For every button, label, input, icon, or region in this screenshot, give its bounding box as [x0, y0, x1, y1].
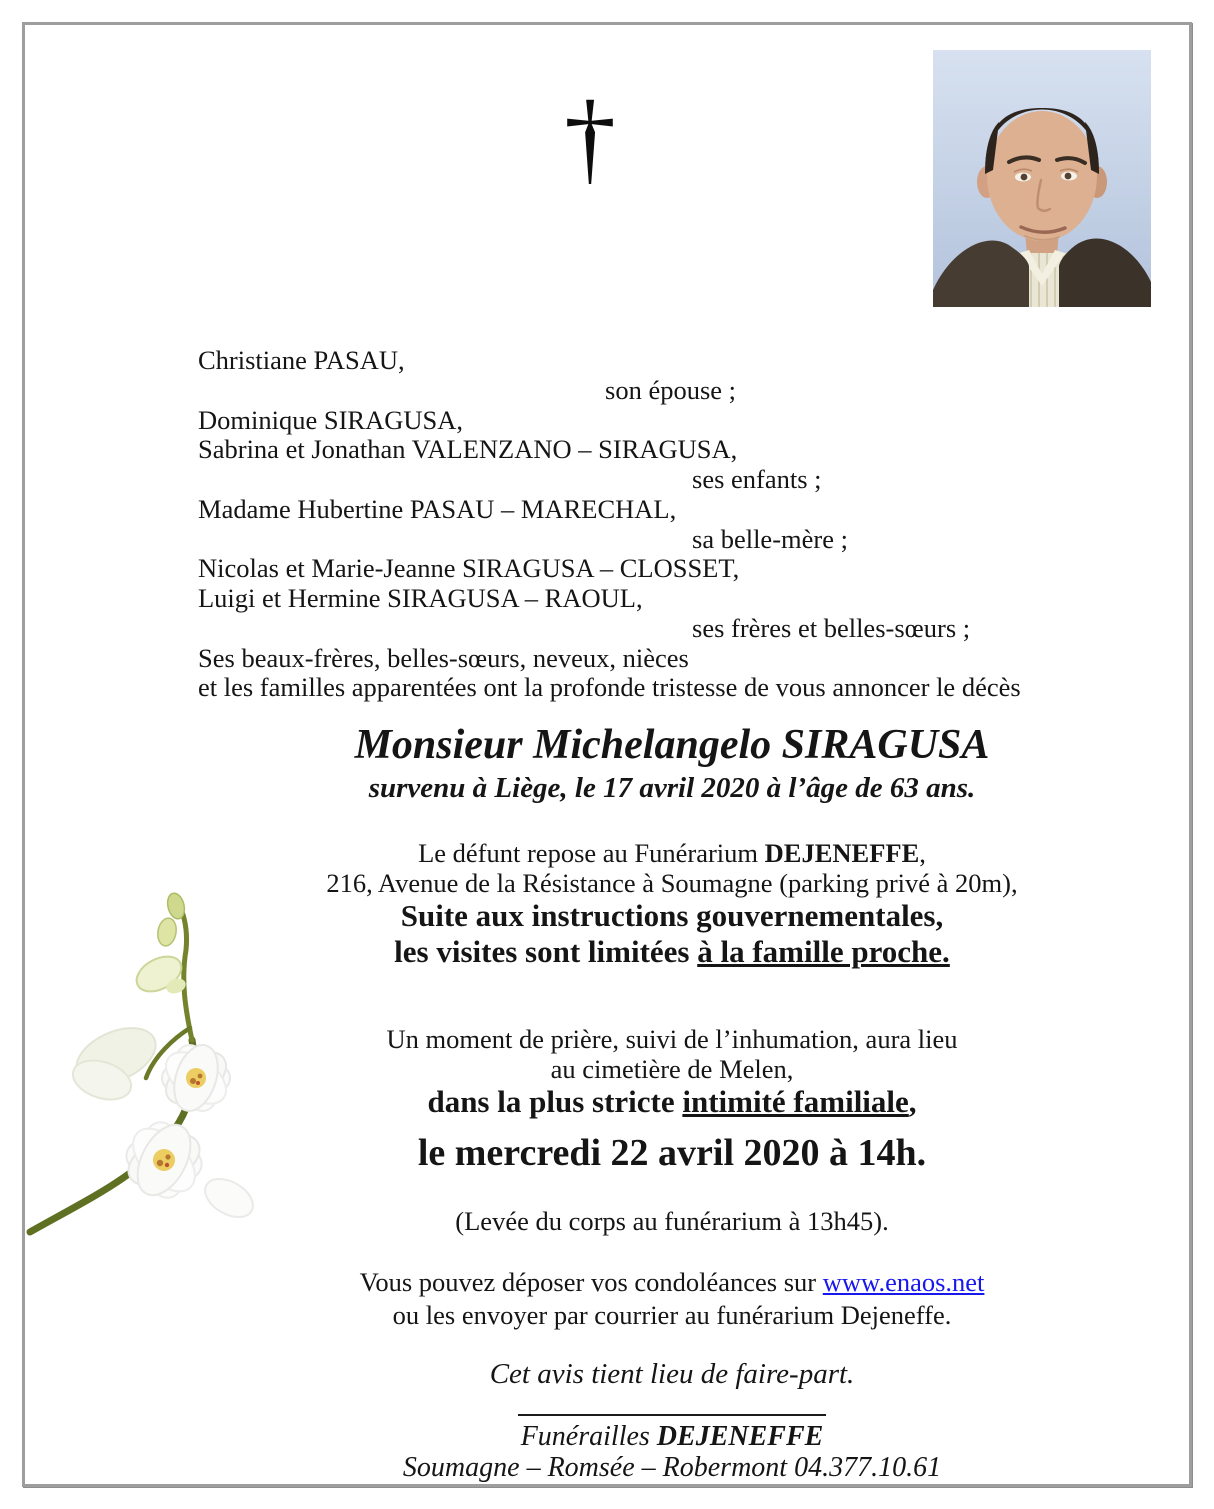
- mail-condolences-line: ou les envoyer par courrier au funérarium Dejeneffe.: [392, 1300, 952, 1330]
- relation-label: sa belle-mère ;: [692, 523, 848, 554]
- condolences-block: [152, 1266, 1192, 1332]
- footer-separator-line: [518, 1414, 826, 1416]
- orchid-flower-image: [24, 888, 344, 1246]
- ceremony-line: Un moment de prière, suivi de l’inhumation, aura lieu: [386, 1024, 958, 1054]
- address-line: 216, Avenue de la Résistance à Soumagne (parking privé à 20m),: [326, 868, 1018, 898]
- relation-label: son épouse ;: [605, 374, 737, 405]
- funeral-home-locations: Soumagne – Romsée – Robermont 04.377.10.61: [402, 1452, 942, 1483]
- orchid-illustration: [24, 888, 344, 1246]
- family-only-emphasis: à la famille proche.: [697, 934, 950, 969]
- condolences-line: [152, 1266, 1192, 1299]
- relative-line: Luigi et Hermine SIRAGUSA – RAOUL,: [198, 583, 643, 613]
- repose-line: [152, 838, 1192, 868]
- deceased-name: Monsieur Michelangelo SIRAGUSA: [354, 722, 990, 768]
- relative-line: Ses beaux-frères, belles-sœurs, neveux, nièces: [198, 642, 689, 673]
- portrait-illustration: [933, 50, 1151, 307]
- funeral-date-line: le mercredi 22 avril 2020 à 14h.: [417, 1132, 927, 1174]
- death-details: survenu à Liège, le 17 avril 2020 à l’âge de 63 ans.: [368, 772, 976, 804]
- funeral-home-footer: [152, 1414, 1192, 1483]
- brand-text: Funérailles: [520, 1421, 657, 1452]
- relative-line: Sabrina et Jonathan VALENZANO – SIRAGUSA,: [198, 434, 738, 465]
- repose-text: ,: [919, 838, 926, 868]
- government-instructions-line: Suite aux instructions gouvernementales,: [400, 898, 944, 933]
- relative-line: Nicolas et Marie-Jeanne SIRAGUSA – CLOSSET,: [198, 553, 740, 584]
- relation-label: ses frères et belles-sœurs ;: [692, 612, 971, 643]
- brand-name-bold: DEJENEFFE: [656, 1421, 824, 1452]
- deceased-title-block: [152, 722, 1192, 805]
- relation-label: ses enfants ;: [692, 464, 822, 494]
- private-text: ,: [908, 1084, 917, 1119]
- cross-glyph: †: [564, 80, 616, 195]
- body-removal-line: (Levée du corps au funérarium à 13h45).: [455, 1206, 889, 1236]
- relative-line: Christiane PASAU,: [198, 345, 405, 375]
- visits-text: les visites sont limitées: [394, 934, 698, 969]
- faire-part-notice: Cet avis tient lieu de faire-part.: [489, 1358, 855, 1390]
- relatives-list: [198, 346, 1138, 703]
- condolences-text: Vous pouvez déposer vos condoléances sur: [359, 1267, 823, 1297]
- repose-text: Le défunt repose au Funérarium: [418, 838, 765, 868]
- enaos-link[interactable]: www.enaos.net: [822, 1267, 985, 1297]
- relative-line: Madame Hubertine PASAU – MARECHAL,: [198, 493, 677, 524]
- deceased-portrait-photo: [933, 50, 1151, 307]
- funerarium-name: DEJENEFFE: [764, 838, 920, 868]
- family-intimacy-emphasis: intimité familiale: [682, 1084, 909, 1119]
- announcement-line: et les familles apparentées ont la profonde tristesse de vous annoncer le décès: [198, 672, 1021, 703]
- funeral-home-name: [152, 1421, 1192, 1452]
- cemetery-line: au cimetière de Melen,: [550, 1054, 794, 1084]
- private-text: dans la plus stricte: [427, 1084, 683, 1119]
- relative-line: Dominique SIRAGUSA,: [198, 404, 464, 435]
